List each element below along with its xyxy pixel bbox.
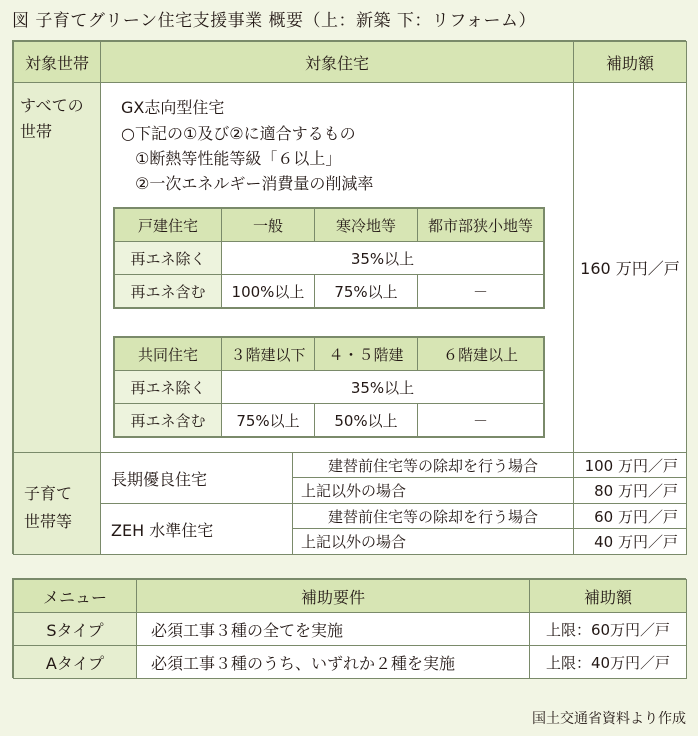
gx-condition-1: ①断熱等性能等級「６以上」 bbox=[135, 149, 342, 168]
gx-condition-2: ②一次エネルギー消費量の削減率 bbox=[135, 174, 374, 193]
child-households-label-1: 子育て bbox=[24, 484, 73, 503]
gx-condition: ○下記の①及び②に適合するもの bbox=[121, 124, 356, 143]
header-target-housing: 対象住宅 bbox=[100, 41, 574, 83]
detached-housing-table bbox=[113, 207, 545, 309]
detached-row2-label: 再エネ含む bbox=[114, 274, 222, 308]
collective-housing-table bbox=[113, 336, 545, 438]
zeh-housing-cell bbox=[100, 503, 293, 555]
long-term-housing-label: 長期優良住宅 bbox=[111, 469, 208, 489]
source-note: 国土交通省資料より作成 bbox=[532, 711, 686, 727]
detached-header-general: 一般 bbox=[221, 208, 315, 242]
gx-housing-cell bbox=[100, 82, 574, 453]
collective-header-3f: ３階建以下 bbox=[221, 337, 315, 371]
collective-row2-6f: － bbox=[417, 403, 544, 437]
zeh-housing-label: ZEH 水準住宅 bbox=[111, 520, 214, 540]
all-households-label-2: 世帯 bbox=[20, 122, 53, 141]
gx-amount-cell bbox=[573, 82, 687, 453]
header-target-household: 対象世帯 bbox=[13, 41, 101, 83]
amount-zeh-rebuild: 60 万円／戸 bbox=[573, 503, 687, 529]
all-households-label-1: すべての bbox=[20, 96, 84, 115]
amount-zeh-other: 40 万円／戸 bbox=[573, 528, 687, 555]
header-menu: メニュー bbox=[13, 579, 137, 613]
zeh-other-case bbox=[292, 528, 574, 555]
header-requirements: 補助要件 bbox=[136, 579, 530, 613]
gx-amount: 160 万円／戸 bbox=[580, 259, 680, 278]
header-renovation-amount: 補助額 bbox=[529, 579, 687, 613]
long-term-other-case bbox=[292, 477, 574, 504]
requirement-a-type-text: 必須工事３種のうち、いずれか２種を実施 bbox=[151, 653, 456, 673]
detached-row2-general: 100%以上 bbox=[221, 274, 315, 308]
requirement-s-type-text: 必須工事３種の全てを実施 bbox=[151, 620, 344, 640]
renovation-table bbox=[12, 578, 686, 678]
menu-a-type: Aタイプ bbox=[13, 645, 137, 679]
long-term-rebuild-case: 建替前住宅等の除却を行う場合 bbox=[292, 452, 574, 478]
requirement-s-type bbox=[136, 612, 530, 646]
detached-row1-label: 再エネ除く bbox=[114, 241, 222, 275]
child-households-label-2: 世帯等 bbox=[24, 512, 73, 531]
amount-s-type: 上限：60万円／戸 bbox=[529, 612, 687, 646]
gx-housing-title: GX志向型住宅 bbox=[121, 98, 225, 117]
detached-header-urban: 都市部狭小地等 bbox=[417, 208, 544, 242]
zeh-rebuild-case: 建替前住宅等の除却を行う場合 bbox=[292, 503, 574, 529]
collective-header-6f: ６階建以上 bbox=[417, 337, 544, 371]
detached-header-cold: 寒冷地等 bbox=[314, 208, 418, 242]
long-term-housing-cell bbox=[100, 452, 293, 504]
collective-header-4-5f: ４・５階建 bbox=[314, 337, 418, 371]
figure-title: 図 子育てグリーン住宅支援事業 概要（上：新築 下：リフォーム） bbox=[12, 11, 537, 31]
zeh-other-case-label: 上記以外の場合 bbox=[301, 533, 407, 551]
menu-s-type: Sタイプ bbox=[13, 612, 137, 646]
detached-row1-value: 35%以上 bbox=[221, 241, 544, 275]
collective-header-type: 共同住宅 bbox=[114, 337, 222, 371]
amount-long-term-other: 80 万円／戸 bbox=[573, 477, 687, 504]
collective-row1-value: 35%以上 bbox=[221, 370, 544, 404]
all-households-cell bbox=[13, 82, 101, 453]
detached-row2-urban: － bbox=[417, 274, 544, 308]
long-term-other-case-label: 上記以外の場合 bbox=[301, 482, 407, 500]
collective-row1-label: 再エネ除く bbox=[114, 370, 222, 404]
collective-row2-4-5f: 50%以上 bbox=[314, 403, 418, 437]
detached-row2-cold: 75%以上 bbox=[314, 274, 418, 308]
collective-row2-label: 再エネ含む bbox=[114, 403, 222, 437]
requirement-a-type bbox=[136, 645, 530, 679]
amount-a-type: 上限：40万円／戸 bbox=[529, 645, 687, 679]
amount-long-term-rebuild: 100 万円／戸 bbox=[573, 452, 687, 478]
new-build-table bbox=[12, 40, 686, 554]
child-households-cell bbox=[13, 452, 101, 555]
collective-row2-3f: 75%以上 bbox=[221, 403, 315, 437]
detached-header-type: 戸建住宅 bbox=[114, 208, 222, 242]
header-subsidy-amount: 補助額 bbox=[573, 41, 687, 83]
